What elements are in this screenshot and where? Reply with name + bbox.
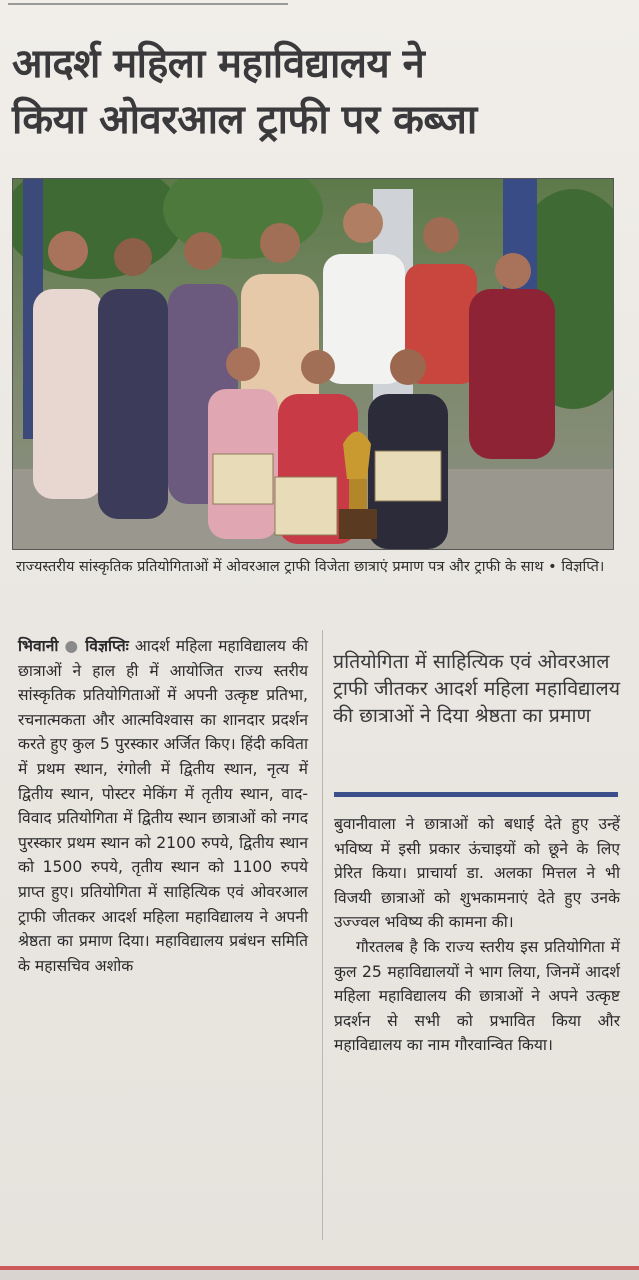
dateline-source: विज्ञप्तिः <box>85 637 129 655</box>
page-bottom-strip <box>0 1270 639 1280</box>
article-body-right-para-2: गौरतलब है कि राज्य स्तरीय इस प्रतियोगिता में कुल 25 महाविद्यालयों ने भाग लिया, जिनमें आदर्श महिला महाविद्यालय की छात्राओं ने अपने उत्कृष्ट प्रदर्शन से सभी को प्रभावित किया और महाविद्यालय का नाम गौरवान्वित किया। <box>334 937 620 1055</box>
group-photo-icon <box>13 179 613 549</box>
headline <box>12 36 622 148</box>
article-right-column <box>334 812 620 1058</box>
article-left-column <box>18 634 308 978</box>
column-divider <box>322 630 323 1240</box>
news-photo <box>12 178 614 550</box>
headline-line-2: किया ओवरआल ट्राफी पर कब्जा <box>12 97 477 143</box>
article-body-left: आदर्श महिला महाविद्यालय की छात्राओं ने हाल ही में आयोजित राज्य स्तरीय सांस्कृतिक प्रतियोगिताओं में अपनी उत्कृष्ट प्रतिभा, रचनात्मकता और आत्मविश्वास का शानदार प्रदर्शन करते हुए कुल 5 पुरस्कार अर्जित किए। हिंदी कविता में प्रथम स्थान, रंगोली में द्वितीय स्थान, नृत्य में द्वितीय स्थान, पोस्टर मेकिंग में तृतीय स्थान, वाद-विवाद प्रतियोगिता में द्वितीय स्थान छात्राओं को नगद पुरस्कार प्रथम स्थान को 2100 रुपये, द्वितीय स्थान को 1500 रुपये, तृतीय स्थान को 1100 रुपये प्राप्त हुए। प्रतियोगिता में साहित्यिक एवं ओवरआल ट्राफी जीतकर आदर्श महिला महाविद्यालय ने अपनी श्रेष्ठता का प्रमाण दिया। महाविद्यालय प्रबंधन समिति के महासचिव अशोक <box>18 637 308 975</box>
dateline-place: भिवानी <box>18 637 59 655</box>
pull-quote-rule <box>334 792 618 797</box>
photo-caption: राज्यस्तरीय सांस्कृतिक प्रतियोगिताओं में ओवरआल ट्राफी विजेता छात्राएं प्रमाण पत्र और ट्राफी के साथ • विज्ञप्ति। <box>16 559 605 575</box>
bullet-icon: ● <box>64 637 80 655</box>
top-divider <box>8 3 288 5</box>
pull-quote: प्रतियोगिता में साहित्यिक एवं ओवरआल ट्राफी जीतकर आदर्श महिला महाविद्यालय की छात्राओं ने दिया श्रेष्ठता का प्रमाण <box>333 650 621 727</box>
headline-line-1: आदर्श महिला महाविद्यालय ने <box>12 41 425 87</box>
article-body-right-para-1: बुवानीवाला ने छात्राओं को बधाई देते हुए उन्हें भविष्य में इसी प्रकार ऊंचाइयों को छूने के लिए प्रेरित किया। प्राचार्या डा. अलका मित्तल ने भी विजयी छात्राओं को शुभकामनाएं देते हुए उनके उज्ज्वल भविष्य की कामना की। <box>334 815 620 932</box>
